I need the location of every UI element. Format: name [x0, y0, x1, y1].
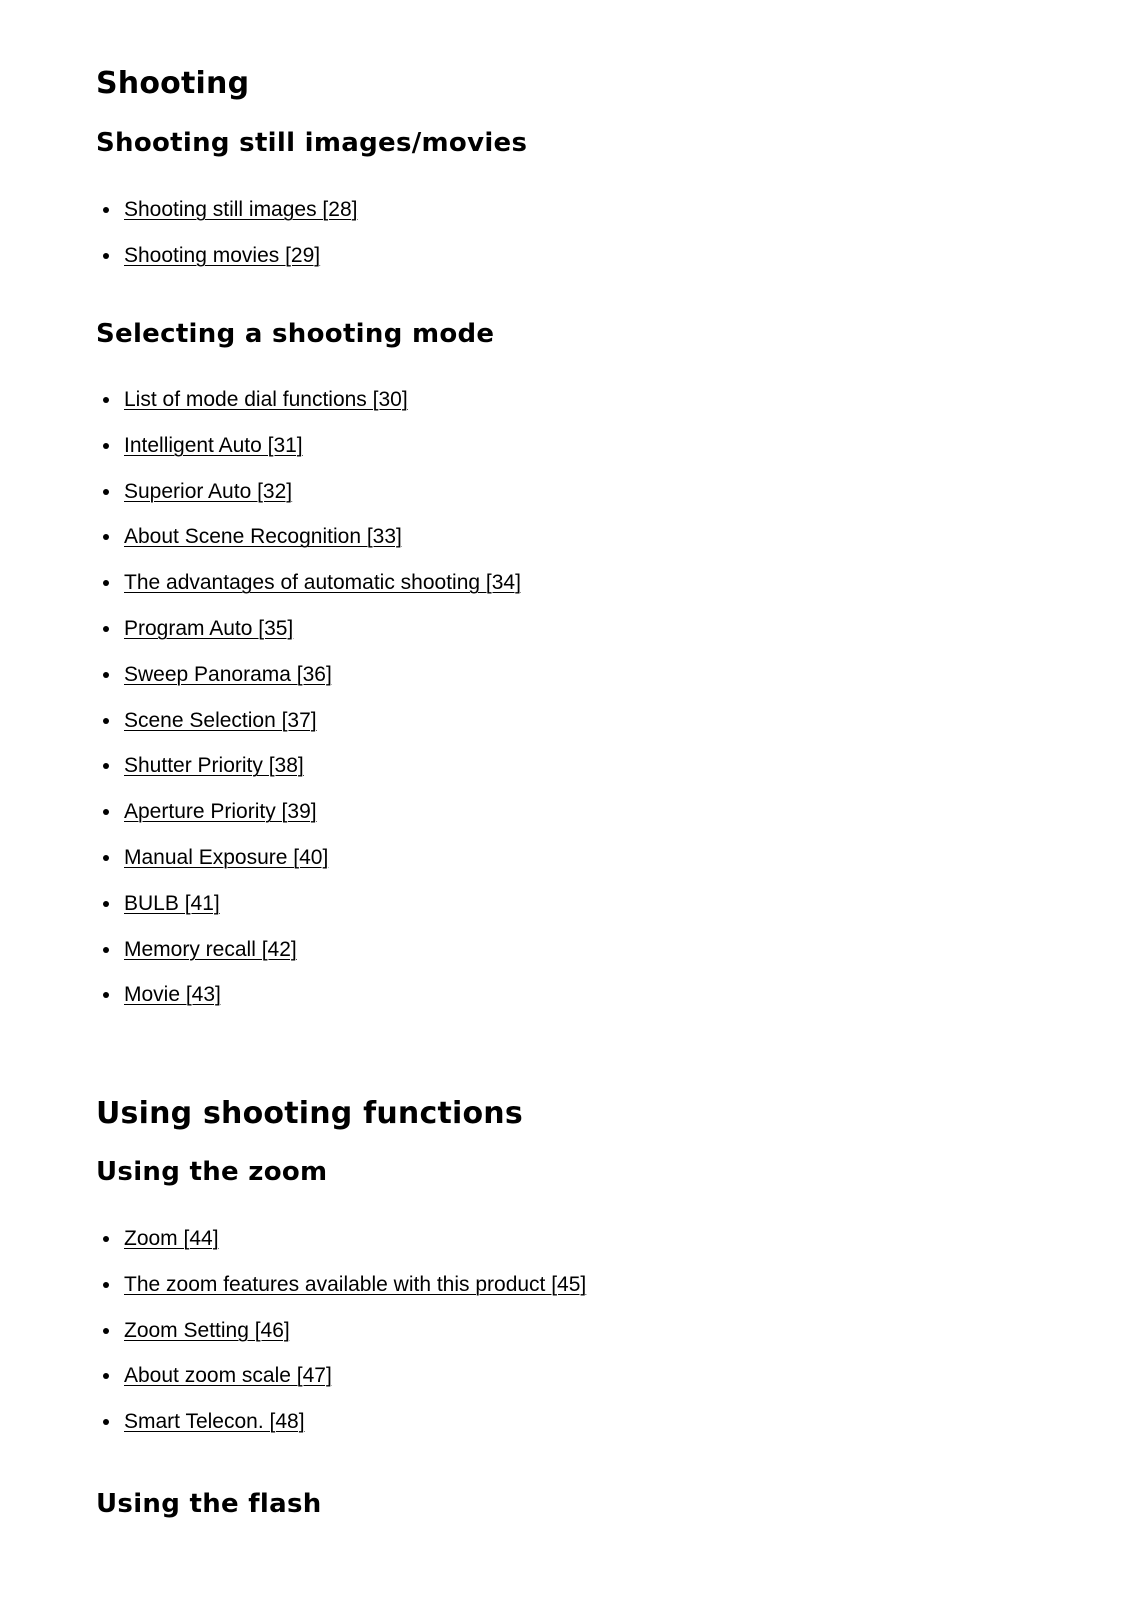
toc-link[interactable]: Superior Auto [32]: [124, 479, 293, 503]
bullet-icon: [103, 626, 109, 632]
toc-link[interactable]: The advantages of automatic shooting [34]: [124, 571, 521, 595]
section-title-using-shooting-functions: Using shooting functions: [96, 1096, 523, 1131]
list-item: [96, 241, 357, 287]
list-item: [96, 1407, 586, 1453]
bullet-icon: [103, 1419, 109, 1425]
bullet-icon: [103, 1236, 109, 1242]
toc-link[interactable]: List of mode dial functions [30]: [124, 388, 408, 411]
list-item: [96, 935, 521, 981]
toc-link[interactable]: About Scene Recognition [33]: [124, 525, 402, 549]
list-item: [96, 1224, 586, 1270]
list-item: [96, 706, 521, 752]
subsection-title-shooting-still-images-movies: Shooting still images/movies: [96, 128, 528, 158]
toc-link[interactable]: BULB [41]: [124, 891, 220, 915]
bullet-icon: [103, 489, 109, 495]
toc-link[interactable]: Memory recall [42]: [124, 937, 297, 961]
bullet-icon: [103, 672, 109, 678]
section-title-shooting: Shooting: [96, 66, 250, 101]
list-item: [96, 660, 521, 706]
bullet-icon: [103, 253, 109, 259]
list-item: [96, 1270, 586, 1316]
list-item: [96, 568, 521, 614]
toc-link[interactable]: Shutter Priority [38]: [124, 754, 304, 778]
bullet-icon: [103, 207, 109, 213]
list-item: [96, 1361, 586, 1407]
toc-link[interactable]: Smart Telecon. [48]: [124, 1410, 305, 1434]
list-item: [96, 477, 521, 523]
bullet-icon: [103, 397, 109, 403]
toc-link[interactable]: Movie [43]: [124, 983, 221, 1007]
bullet-icon: [103, 763, 109, 769]
toc-link[interactable]: Sweep Panorama [36]: [124, 662, 332, 686]
list-item: [96, 195, 357, 241]
link-list-shooting-still-images-movies: [96, 195, 357, 287]
toc-link[interactable]: Shooting movies [29]: [124, 243, 321, 267]
bullet-icon: [103, 534, 109, 540]
subsection-title-using-the-flash: Using the flash: [96, 1489, 322, 1519]
toc-link[interactable]: The zoom features available with this product [45]: [124, 1272, 587, 1296]
toc-link[interactable]: Program Auto [35]: [124, 616, 294, 640]
bullet-icon: [103, 718, 109, 724]
bullet-icon: [103, 809, 109, 815]
bullet-icon: [103, 580, 109, 586]
bullet-icon: [103, 855, 109, 861]
bullet-icon: [103, 1328, 109, 1334]
link-list-using-the-zoom: [96, 1224, 586, 1453]
toc-link[interactable]: Manual Exposure [40]: [124, 845, 329, 869]
bullet-icon: [103, 443, 109, 449]
toc-link[interactable]: Zoom [44]: [124, 1227, 219, 1250]
list-item: [96, 522, 521, 568]
list-item: [96, 889, 521, 935]
toc-link[interactable]: Scene Selection [37]: [124, 708, 317, 732]
bullet-icon: [103, 992, 109, 998]
toc-link[interactable]: Intelligent Auto [31]: [124, 433, 303, 457]
list-item: [96, 431, 521, 477]
bullet-icon: [103, 947, 109, 953]
toc-link[interactable]: About zoom scale [47]: [124, 1364, 332, 1388]
toc-link[interactable]: Shooting still images [28]: [124, 198, 358, 221]
toc-link[interactable]: Aperture Priority [39]: [124, 800, 317, 824]
subsection-title-using-the-zoom: Using the zoom: [96, 1157, 328, 1187]
toc-link[interactable]: Zoom Setting [46]: [124, 1318, 290, 1342]
link-list-selecting-shooting-mode: [96, 385, 521, 1026]
list-item: [96, 614, 521, 660]
list-item: [96, 385, 521, 431]
list-item: [96, 751, 521, 797]
subsection-title-selecting-shooting-mode: Selecting a shooting mode: [96, 319, 495, 349]
bullet-icon: [103, 1373, 109, 1379]
bullet-icon: [103, 901, 109, 907]
list-item: [96, 980, 521, 1026]
list-item: [96, 1316, 586, 1362]
bullet-icon: [103, 1282, 109, 1288]
list-item: [96, 843, 521, 889]
list-item: [96, 797, 521, 843]
